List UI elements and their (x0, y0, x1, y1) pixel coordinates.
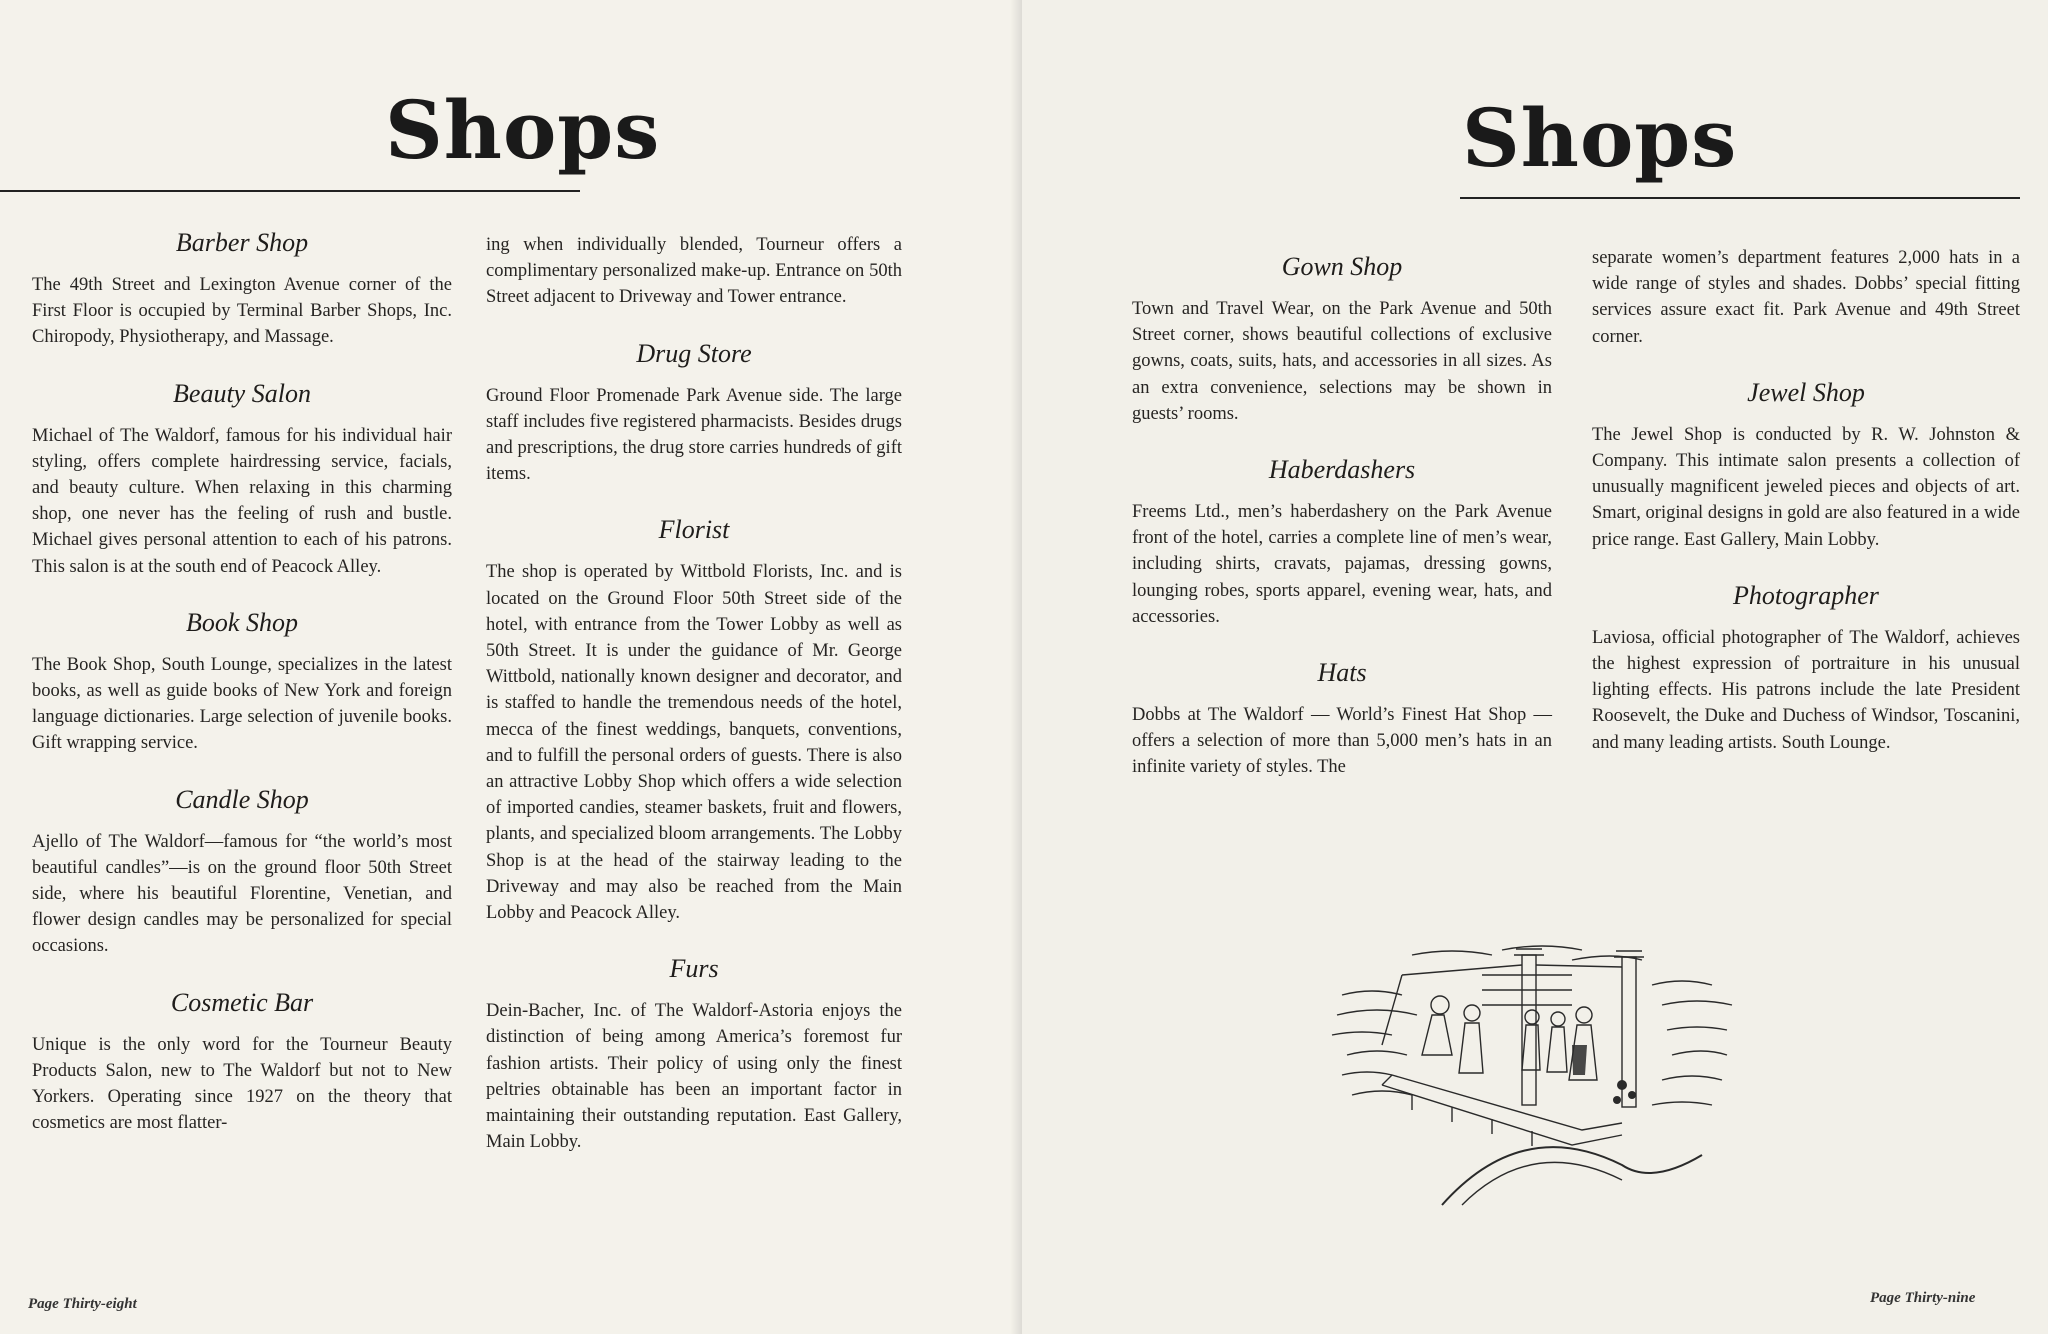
section-haberdashers (1132, 455, 1552, 630)
section-continuation (486, 232, 902, 311)
section-drug-store (486, 339, 902, 488)
right-column-1 (1132, 252, 1552, 809)
section-text: The Book Shop, South Lounge, specializes in the latest books, as well as guide books of New York and foreign language dictionaries. Large selection of juvenile books. Gift wrapping service. (32, 654, 452, 754)
section-text: Unique is the only word for the Tourneur Beauty Products Salon, new to The Waldorf but not to New Yorkers. Operating since 1927 on the theory that cosmetics are most flatter- (32, 1034, 452, 1134)
left-column-2 (486, 232, 902, 1183)
section-gown-shop (1132, 252, 1552, 427)
section-photographer (1592, 581, 2020, 756)
page-title: Shops (385, 83, 661, 177)
section-cosmetic-bar (32, 988, 452, 1137)
section-florist (486, 515, 902, 926)
section-text: Dein-Bacher, Inc. of The Waldorf-Astoria enjoys the distinction of being among America’s foremost fur fashion artists. Their policy of using only the finest peltries obtainable has been an important factor in maintaining their outstanding reputation. East Gallery, Main Lobby. (486, 1001, 902, 1153)
section-book-shop (32, 608, 452, 757)
left-page (0, 0, 1022, 1334)
section-text: Michael of The Waldorf, famous for his individual hair styling, offers complete hairdressing service, facials, and beauty culture. When relaxing in this charming shop, one never has the feeling of rush and bustle. Michael gives personal attention to each of his patrons. This salon is at the south end of Peacock Alley. (32, 425, 452, 577)
page-title: Shops (1462, 91, 1738, 185)
section-heading: Candle Shop (175, 784, 309, 814)
left-column-1 (32, 228, 452, 1164)
section-heading: Haberdashers (1268, 455, 1416, 485)
section-text: separate women’s department features 2,000 hats in a wide range of styles and shades. Dobbs’ special fitting services assure exact fit. Park Avenue and 49th Street corner. (1592, 248, 2020, 347)
shop-interior-illustration (1322, 935, 1742, 1210)
section-text: Town and Travel Wear, on the Park Avenue and 50th Street corner, shows beautiful collections of exclusive gowns, coats, suits, hats, and accessories in all sizes. As an extra convenience, selections may be shown in guests’ rooms. (1132, 299, 1552, 424)
section-text: The 49th Street and Lexington Avenue corner of the First Floor is occupied by Terminal Barber Shops, Inc. Chiropody, Physiotherapy, and Massage. (32, 275, 452, 348)
section-continuation (1592, 245, 2020, 350)
section-text: Laviosa, official photographer of The Waldorf, achieves the highest expression of portraiture in his unusual lighting effects. His patrons include the late President Roosevelt, the Duke and Duchess of Windsor, Toscanini, and many leading artists. South Lounge. (1592, 627, 2020, 753)
section-heading: Hats (1317, 658, 1367, 688)
section-heading: Drug Store (636, 338, 752, 368)
section-furs (486, 954, 902, 1155)
section-text: ing when individually blended, Tourneur offers a complimentary personalized make-up. Entrance on 50th Street adjacent to Driveway and Tower entrance. (486, 235, 902, 308)
section-beauty-salon (32, 379, 452, 580)
page-number: Page Thirty-eight (28, 1296, 137, 1312)
section-heading: Beauty Salon (173, 378, 311, 408)
section-text: The Jewel Shop is conducted by R. W. Johnston & Company. This intimate salon presents a collection of unusually magnificent jeweled pieces and objects of art. Smart, original designs in gold are also featured in a wide price range. East Gallery, Main Lobby. (1592, 424, 2020, 550)
section-jewel-shop (1592, 378, 2020, 553)
title-rule (0, 190, 580, 192)
section-heading: Jewel Shop (1747, 377, 1865, 407)
section-barber-shop (32, 228, 452, 351)
section-heading: Book Shop (186, 607, 298, 637)
section-heading: Barber Shop (175, 228, 309, 257)
section-text: Freems Ltd., men’s haberdashery on the Park Avenue front of the hotel, carries a complete line of men’s wear, including shirts, cravats, pajamas, dressing gowns, lounging robes, sports apparel, evening wear, hats, and accessories. (1132, 502, 1552, 627)
section-text: The shop is operated by Wittbold Florists, Inc. and is located on the Ground Floor 50th Street side of the hotel, with entrance from the Tower Lobby as well as 50th Street. It is under the guidance of Mr. George Wittbold, nationally known designer and decorator, and is staffed to handle the tremendous needs of the hotel, mecca of the finest weddings, banquets, conventions, and to fulfill the personal orders of guests. There is also an attractive Lobby Shop which offers a wide selection of imported candies, steamer baskets, fruit and flowers, plants, and specialized bloom arrangements. The Lobby Shop is at the head of the stairway leading to the Driveway and may also be reached from the Main Lobby and Peacock Alley. (486, 562, 902, 924)
section-heading: Florist (658, 515, 730, 545)
section-heading: Cosmetic Bar (170, 987, 314, 1017)
page-number: Page Thirty-nine (1870, 1290, 1976, 1306)
section-text: Ground Floor Promenade Park Avenue side. The large staff includes five registered pharmacists. Besides drugs and prescriptions, the drug store carries hundreds of gift items. (486, 385, 902, 485)
section-candle-shop (32, 785, 452, 960)
title-rule (1460, 197, 2020, 199)
section-hats (1132, 658, 1552, 781)
section-heading: Furs (669, 954, 719, 984)
section-heading: Photographer (1733, 580, 1879, 610)
section-text: Dobbs at The Waldorf — World’s Finest Hat Shop — offers a selection of more than 5,000 men’s hats in an infinite variety of styles. The (1132, 705, 1552, 778)
right-column-2 (1592, 245, 2020, 784)
section-text: Ajello of The Waldorf—famous for “the world’s most beautiful candles”—is on the ground floor 50th Street side, where his beautiful Florentine, Venetian, and flower design candles may be personalized for special occasions. (32, 831, 452, 957)
right-page (1022, 0, 2048, 1334)
section-heading: Gown Shop (1281, 252, 1403, 281)
